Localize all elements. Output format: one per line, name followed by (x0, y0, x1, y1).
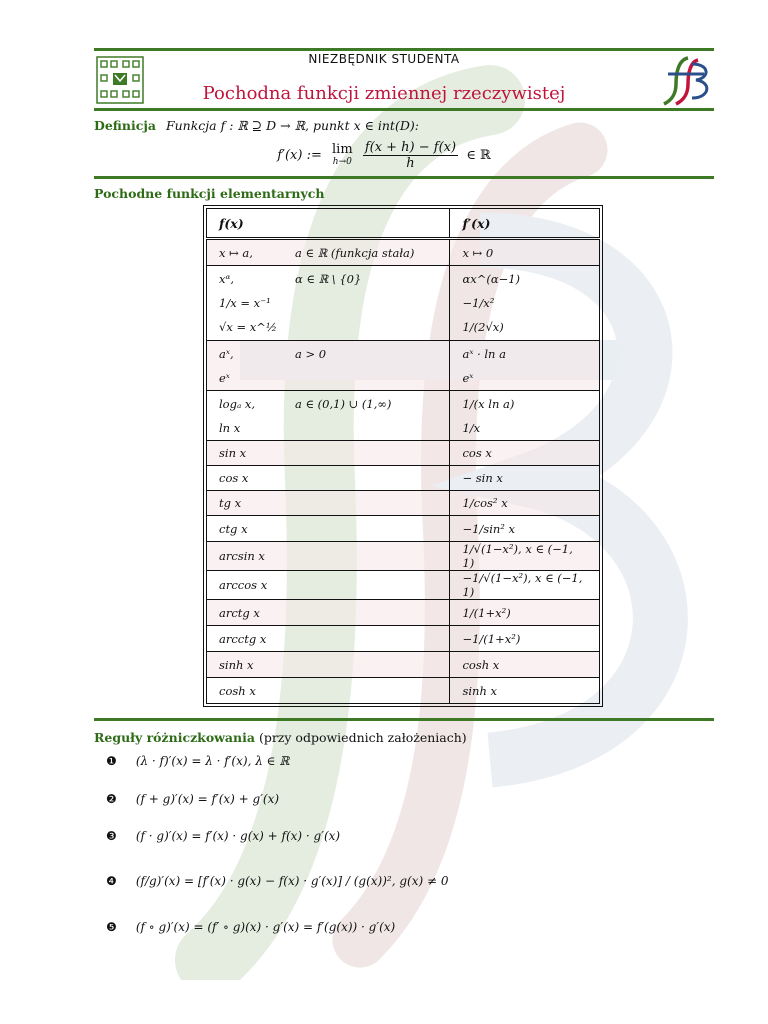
rule-formula: (f · g)′(x) = f′(x) · g(x) + f(x) · g′(x) (135, 829, 341, 843)
rule-formula: (f ∘ g)′(x) = (f′ ∘ g)(x) · g′(x) = f′(g(x)) · g′(x) (135, 920, 396, 934)
rule-formula: (λ · f)′(x) = λ · f′(x), λ ∈ ℝ (135, 754, 290, 768)
table-cell: logₐ x, (219, 396, 256, 411)
rules-heading: Reguły różniczkowania (94, 730, 255, 745)
table-cell: sinh x (207, 652, 450, 678)
table-cell: cos x (450, 441, 600, 466)
limit-operator (332, 141, 353, 168)
table-cell: cosh x (450, 652, 600, 678)
list-item (106, 792, 279, 806)
table-cell: 1/x = x⁻¹ (219, 296, 271, 310)
table-cell-cond: a > 0 (295, 346, 327, 361)
faculty-logo-icon (658, 54, 714, 106)
table-cell: 1/(x ln a) (462, 396, 515, 411)
difference-quotient (363, 140, 458, 171)
table-row (207, 626, 600, 652)
rules-note: (przy odpowiednich założeniach) (258, 730, 467, 745)
table-cell: 1/(2√x) (462, 320, 504, 334)
list-item (106, 874, 448, 888)
rules-heading-line (94, 730, 467, 745)
table-cell: arccos x (207, 571, 450, 600)
limit-sub: h→0 (332, 156, 352, 167)
header-title: NIEZBĘDNIK STUDENTA (308, 52, 460, 66)
table-cell: arctg x (207, 600, 450, 626)
table-cell: arcctg x (207, 626, 450, 652)
limit-text: lim (332, 141, 353, 157)
table-header-df: f′(x) (450, 209, 600, 239)
castle-logo-icon (96, 56, 144, 104)
table-cell: − sin x (450, 466, 600, 491)
list-item (106, 829, 340, 843)
table-cell: 1/√(1−x²), x ∈ (−1, 1) (450, 542, 600, 571)
header-subtitle: Pochodna funkcji zmiennej rzeczywistej (202, 83, 566, 104)
table-cell-cond: α ∈ ℝ \ {0} (295, 272, 362, 286)
table-cell: sin x (207, 441, 450, 466)
table-cell: cos x (207, 466, 450, 491)
formula-rhs: ∈ ℝ (466, 148, 491, 163)
rule-number: ❶ (106, 754, 117, 768)
section-rule-2 (94, 718, 714, 721)
table-cell: −1/√(1−x²), x ∈ (−1, 1) (450, 571, 600, 600)
definition-text: Funkcja f : ℝ ⊇ D → ℝ, punkt x ∈ int(D): (165, 118, 419, 133)
table-cell: aˣ, (219, 346, 234, 361)
header-top-rule (94, 48, 714, 51)
definition-line (94, 118, 419, 133)
table-cell: cosh x (207, 678, 450, 704)
table-row (207, 571, 600, 600)
table-row (207, 600, 600, 626)
table-cell: sinh x (450, 678, 600, 704)
rule-formula: (f + g)′(x) = f′(x) + g′(x) (135, 792, 280, 806)
table-cell: 1/(1+x²) (450, 600, 600, 626)
table-cell: ln x (219, 420, 241, 435)
table-cell: x ↦ 0 (462, 245, 494, 260)
table-row (207, 391, 600, 441)
table-cell: arcsin x (207, 542, 450, 571)
section-rule-1 (94, 176, 714, 179)
rule-number: ❸ (106, 829, 117, 843)
table-cell: tg x (207, 491, 450, 516)
definition-label: Definicja (94, 118, 156, 133)
list-item (106, 920, 395, 934)
rule-number: ❹ (106, 874, 117, 888)
header-bottom-rule (94, 108, 714, 111)
table-cell: eˣ (462, 370, 474, 385)
table-cell: −1/sin² x (450, 516, 600, 542)
table-row (207, 491, 600, 516)
formula-lhs: f′(x) := (277, 148, 322, 163)
table-cell: αx^(α−1) (462, 272, 521, 286)
table-header-row (207, 209, 600, 239)
table-row (207, 239, 600, 266)
table-cell: ctg x (207, 516, 450, 542)
rule-number: ❷ (106, 792, 117, 806)
quotient-denominator: h (406, 156, 415, 171)
table-row (207, 341, 600, 391)
derivative-definition-formula (0, 140, 768, 171)
table-cell: aˣ · ln a (462, 346, 506, 361)
rule-formula: (f/g)′(x) = [f′(x) · g(x) − f(x) · g′(x)] / (g(x))², g(x) ≠ 0 (135, 874, 449, 888)
quotient-numerator: f(x + h) − f(x) (364, 140, 457, 155)
table-cell: 1/cos² x (450, 491, 600, 516)
table-cell-cond: a ∈ (0,1) ∪ (1,∞) (295, 396, 392, 411)
table-cell: −1/x² (462, 296, 495, 310)
table-cell: xᵅ, (219, 272, 235, 286)
table-row (207, 678, 600, 704)
table-cell: eˣ (219, 370, 230, 385)
table-row (207, 441, 600, 466)
list-item (106, 754, 289, 768)
elementary-heading: Pochodne funkcji elementarnych (94, 186, 325, 201)
table-header-f: f(x) (207, 209, 450, 239)
table-cell: x ↦ a, (219, 245, 253, 260)
rule-number: ❺ (106, 920, 117, 934)
table-row (207, 516, 600, 542)
table-row (207, 466, 600, 491)
table-row (207, 266, 600, 341)
table-row (207, 652, 600, 678)
table-cell: √x = x^½ (219, 320, 278, 334)
table-row (207, 542, 600, 571)
table-cell: −1/(1+x²) (450, 626, 600, 652)
table-cell: 1/x (462, 420, 481, 435)
table-cell-cond: a ∈ ℝ (funkcja stała) (295, 245, 415, 260)
derivatives-table (206, 208, 600, 704)
